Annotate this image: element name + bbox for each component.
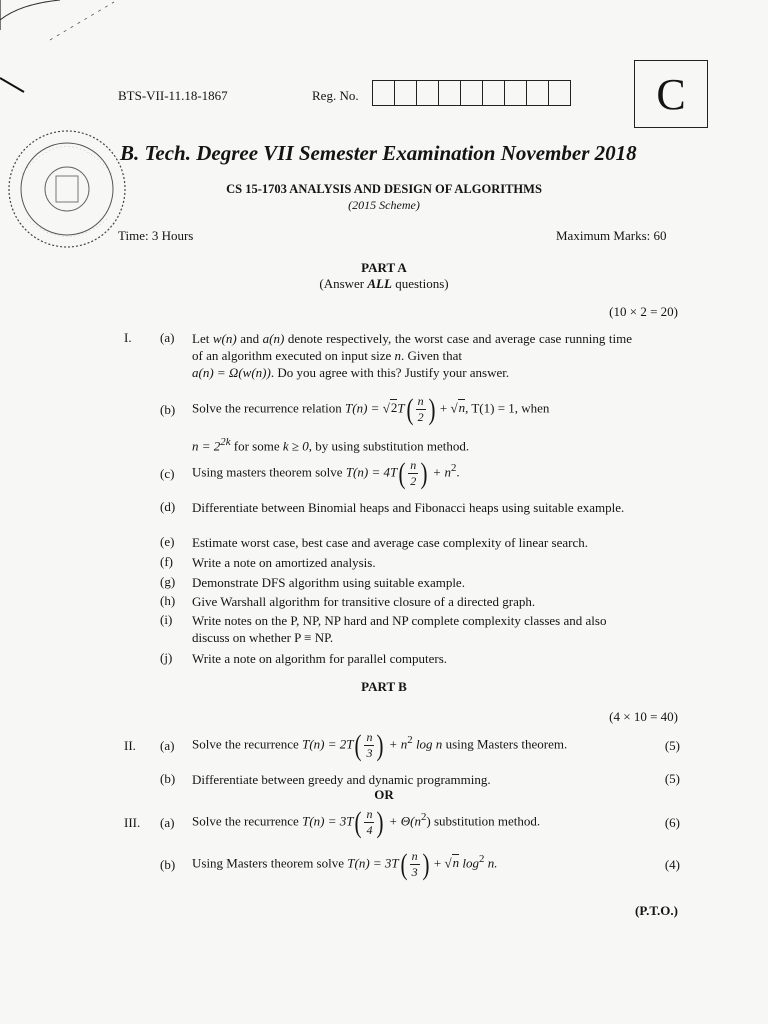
time-allowed: Time: 3 Hours xyxy=(118,228,194,243)
part-a-heading: PART A xyxy=(361,260,407,275)
question-label: (i) xyxy=(160,612,173,627)
question-text: Estimate worst case, best case and average case complexity of linear search. xyxy=(192,535,588,550)
question-text: Differentiate between Binomial heaps and Fibonacci heaps using suitable example. xyxy=(192,500,625,515)
question-number-1: I. xyxy=(124,330,132,345)
part-b-heading: PART B xyxy=(361,679,407,694)
or-separator: OR xyxy=(374,787,394,802)
question-text: Give Warshall algorithm for transitive closure of a directed graph. xyxy=(192,594,536,609)
question-label: (j) xyxy=(160,650,173,665)
paper-code: BTS-VII-11.18-1867 xyxy=(118,88,228,103)
question-number-3: III. xyxy=(124,815,141,830)
question-text: Solve the recurrence T(n) = 2T( $\frac{n}{3}$ ) + $n^2$ log n using Masters theorem. xyxy=(192,728,568,762)
reg-no-label: Reg. No. xyxy=(312,88,359,103)
part-a-instruction: (Answer ALL questions) xyxy=(319,276,449,291)
question-text: Using Masters theorem solve T(n) = 3T( $\frac{n}{3}$ ) + √n $\log^2 n$. xyxy=(192,847,498,881)
question-text: Solve the recurrence T(n) = 3T( $\frac{n}{4}$ ) + $\Theta(n^2)$ substitution method. xyxy=(192,805,541,839)
question-label: (a) xyxy=(160,330,175,345)
question-text: Write a note on algorithm for parallel computers. xyxy=(192,651,448,666)
part-b-marks: (4 × 10 = 40) xyxy=(609,709,678,724)
question-text: Solve the recurrence relation T(n) = √2T( $\frac{n}{2}$ ) + √n, T(1) = 1, when xyxy=(192,392,550,426)
question-label: (b) xyxy=(160,857,176,872)
question-label: (a) xyxy=(160,815,175,830)
question-text: Using masters theorem solve T(n) = 4T( $\frac{n}{2}$ ) + $n^2$. xyxy=(192,456,460,490)
scheme-line: (2015 Scheme) xyxy=(348,198,420,212)
question-text: Demonstrate DFS algorithm using suitable example. xyxy=(192,575,465,590)
question-label: (d) xyxy=(160,499,176,514)
question-text: Write notes on the P, NP, NP hard and NP complete complexity classes and also discuss on whether P ≡ NP. xyxy=(192,613,607,645)
question-number-2: II. xyxy=(124,738,136,753)
corner-fold-mark xyxy=(0,0,120,100)
question-marks: (4) xyxy=(664,857,680,872)
question-label: (b) xyxy=(160,402,176,417)
question-marks: (5) xyxy=(664,771,680,786)
please-turn-over: (P.T.O.) xyxy=(635,903,678,918)
question-marks: (5) xyxy=(664,738,680,753)
question-text: Differentiate between greedy and dynamic programming. xyxy=(192,772,491,787)
question-text: Write a note on amortized analysis. xyxy=(192,555,376,570)
set-letter-box: C xyxy=(634,60,708,128)
question-text-cont: $n = 2^{2k}$ for some k ≥ 0, by using substitution method. xyxy=(192,436,470,454)
reg-no-boxes xyxy=(372,80,571,106)
question-marks: (6) xyxy=(664,815,680,830)
question-label: (h) xyxy=(160,593,176,608)
subject-line: CS 15-1703 ANALYSIS AND DESIGN OF ALGORITHMS xyxy=(226,182,542,196)
question-label: (f) xyxy=(160,554,173,569)
question-text: Let w(n) and a(n) denote respectively, the worst case and average case running time of an algorithm executed on input size n. Given that a(n) = Ω(w(n)). Do you agree with this? Justify your answer. xyxy=(192,331,632,380)
question-label: (b) xyxy=(160,771,176,786)
question-label: (c) xyxy=(160,466,175,481)
maximum-marks: Maximum Marks: 60 xyxy=(556,228,667,243)
question-label: (a) xyxy=(160,738,175,753)
question-label: (e) xyxy=(160,534,175,549)
exam-title: B. Tech. Degree VII Semester Examination November 2018 xyxy=(120,141,637,165)
question-label: (g) xyxy=(160,574,176,589)
part-a-marks: (10 × 2 = 20) xyxy=(609,304,678,319)
